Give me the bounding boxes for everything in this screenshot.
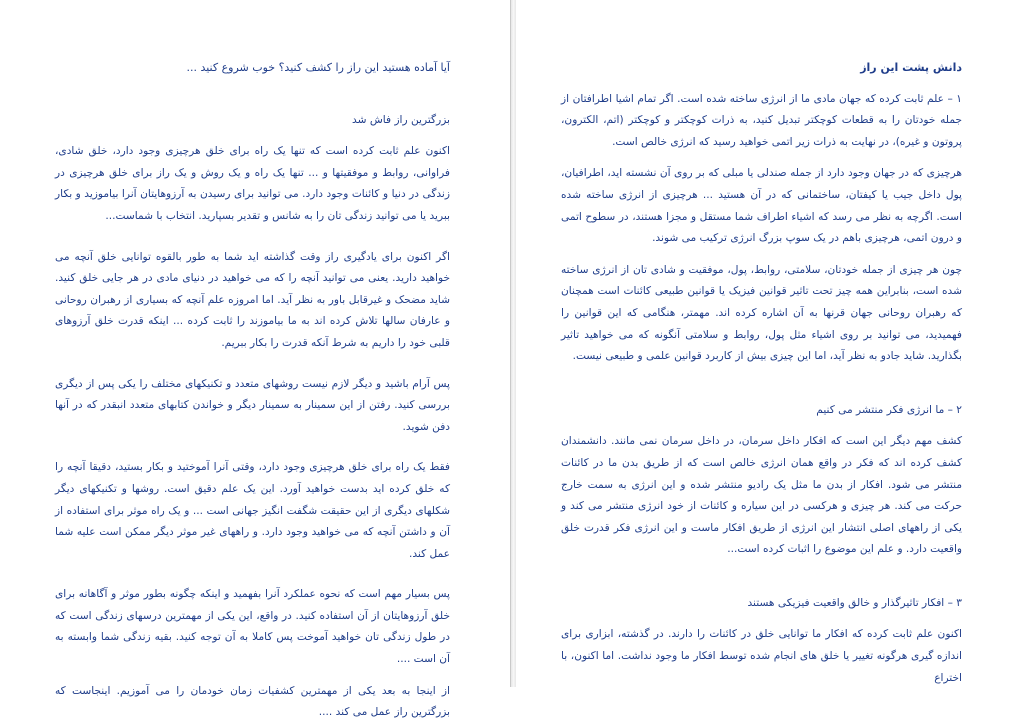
left-page-content	[55, 57, 450, 724]
paragraph: اگر اکنون برای یادگیری راز وقت گذاشته اید شما به طور بالقوه توانایی خلق آنچه می خواهید دارید. یعنی می توانید آنچه را که می خواهید در دنیای مادی در هر جایی خلق کنید. شاید مضحک و غیرقابل باور به نظر آید. اما امروزه علم آنچه که بسیاری از رهبران روحانی و عارفان سالها تلاش کرده اند به ما بیاموزند را ثابت کرده ... اینکه قدرت خلق آرزوهای قلبی خود را داریم به شرط آنکه قدرت را بکار ببریم.	[55, 250, 450, 349]
paragraph: چون هر چیزی از جمله خودتان، سلامتی، روابط، پول، موفقیت و شادی تان از انرژی ساخته شده است، بنابراین همه چیز تحت تاثیر قوانین فیزیک یا قوانین طبیعی کائنات است همچنان که رهبران روحانی جهان قرنها به آن اشاره کرده اند. مهمتر، هنگامی که این قوانین را فهمیدید، می توانید بر روی اشیاء مثل پول، روابط و سلامتی آنگونه که می خواهید تاثیر بگذارید. شاید جادو به نظر آید، اما این چیزی بیش از کاربرد قوانین علمی و طبیعی نیست.	[561, 263, 962, 363]
page-title: دانش پشت این راز	[860, 61, 962, 74]
paragraph: اکنون علم ثابت کرده است که تنها یک راه برای خلق هرچیزی وجود دارد، خلق شادی، فراوانی، روابط و موفقیتها و ... تنها یک راه و یک روش و یک راز برای خلق هرچیزی در زندگی در دنیا و کائنات وجود دارد. می توانید برای رسیدن به آرزوهایتان آنرا بیاموزید و بکار ببرید یا می توانید زندگی تان را به شانس و تقدیر بسپارید. انتخاب با شماست...	[55, 145, 450, 222]
intro-line: آیا آماده هستید این راز را کشف کنید؟ خوب شروع کنید ...	[186, 61, 450, 74]
paragraph: کشف مهم دیگر این است که افکار داخل سرمان، در داخل سرمان نمی مانند. دانشمندان کشف کرده اند که فکر در واقع همان انرژی خالص است که از طریق بدن ما در کائنات منتشر می شود. افکار از بدن ما مثل یک رادیو منتشر شده و این انرژی به سمت خارج حرکت می کند. هر چیزی و هرکسی در این سیاره و کائنات از خود انرژی منتشر می کند و یکی از راههای اصلی انتشار این انرژی از طریق افکار ماست و این انرژی فکر قدرت خلق واقعیت دارد. و علم این موضوع را اثبات کرده است...	[561, 435, 962, 556]
paragraph: پس آرام باشید و دیگر لازم نیست روشهای متعدد و تکنیکهای مختلف را یکی پس از دیگری بررسی کنید. رفتن از این سمینار به سمینار دیگر و خواندن کتابهای متعدد انبقدر که در آنها دفن شوید.	[55, 377, 450, 433]
left-page	[0, 0, 510, 719]
paragraph: هرچیزی که در جهان وجود دارد از جمله صندلی یا مبلی که بر روی آن نشسته اید، اطرافیان، پول داخل جیب یا کیفتان، ساختمانی که در آن هستید ... هرچیزی از انرژی ساخته شده است. اگرچه به نظر می رسد که اشیاء اطراف شما مستقل و مجزا هستند، در سطوح اتمی و درون اتمی، هرچیزی باهم در یک سوپ بزرگ انرژی ترکیب می شوند.	[561, 167, 962, 245]
paragraph: پس بسیار مهم است که نحوه عملکرد آنرا بفهمید و اینکه چگونه بطور موثر و آگاهانه برای خلق آرزوهایتان از آن استفاده کنید. در واقع، این یکی از مهمترین درسهای زندگی است که در طول زندگی تان خواهید آموخت پس کاملا به آن توجه کنید. بقیه زندگی شما وابسته به آن است ....	[55, 588, 450, 666]
section-heading: ۲ – ما انرژی فکر منتشر می کنیم	[816, 403, 962, 416]
section-heading: ۳ – افکار تاثیرگذار و خالق واقعیت فیزیکی هستند	[747, 596, 962, 609]
paragraph: فقط یک راه برای خلق هرچیزی وجود دارد، وقتی آنرا آموختید و بکار بستید، دقیقا آنچه را که خلق کرده اید بدست خواهید آورد. این یک علم دقیق است. روشها و تکنیکهای دیگر شکلهای دیگری از این حقیقت شگفت انگیز جهانی است ... و یک راه موثر برای استفاده از آن و داشتن آنچه که می خواهید وجود دارد. و راههای غیر موثر دیگر ممکن است علیه شما عمل کند.	[55, 461, 450, 560]
section-title: بزرگترین راز فاش شد	[352, 113, 450, 126]
paragraph: از اینجا به بعد یکی از مهمترین کشفیات زمان خودمان را می آموزیم. اینجاست که بزرگترین راز عمل می کند ....	[55, 684, 450, 719]
right-page-content	[561, 57, 962, 689]
paragraph: اکنون علم ثابت کرده که افکار ما توانایی خلق در کائنات را دارند. در گذشته، ابزاری برای اندازه گیری هرگونه تغییر یا خلق های انجام شده توسط افکار ما وجود نداشت. اما اکنون، با اختراع	[561, 628, 962, 684]
paragraph: ۱ – علم ثابت کرده که جهان مادی ما از انرژی ساخته شده است. اگر تمام اشیا اطرافتان از جمله خودتان را به قطعات کوچکتر تبدیل کنید، به ذرات کوچکتر و کوچکتر (اتم، الکترون، پروتون و غیره)، در نهایت به ذرات زیر اتمی خواهید رسید که انرژی خالص است.	[561, 92, 962, 148]
right-page	[516, 0, 1024, 687]
